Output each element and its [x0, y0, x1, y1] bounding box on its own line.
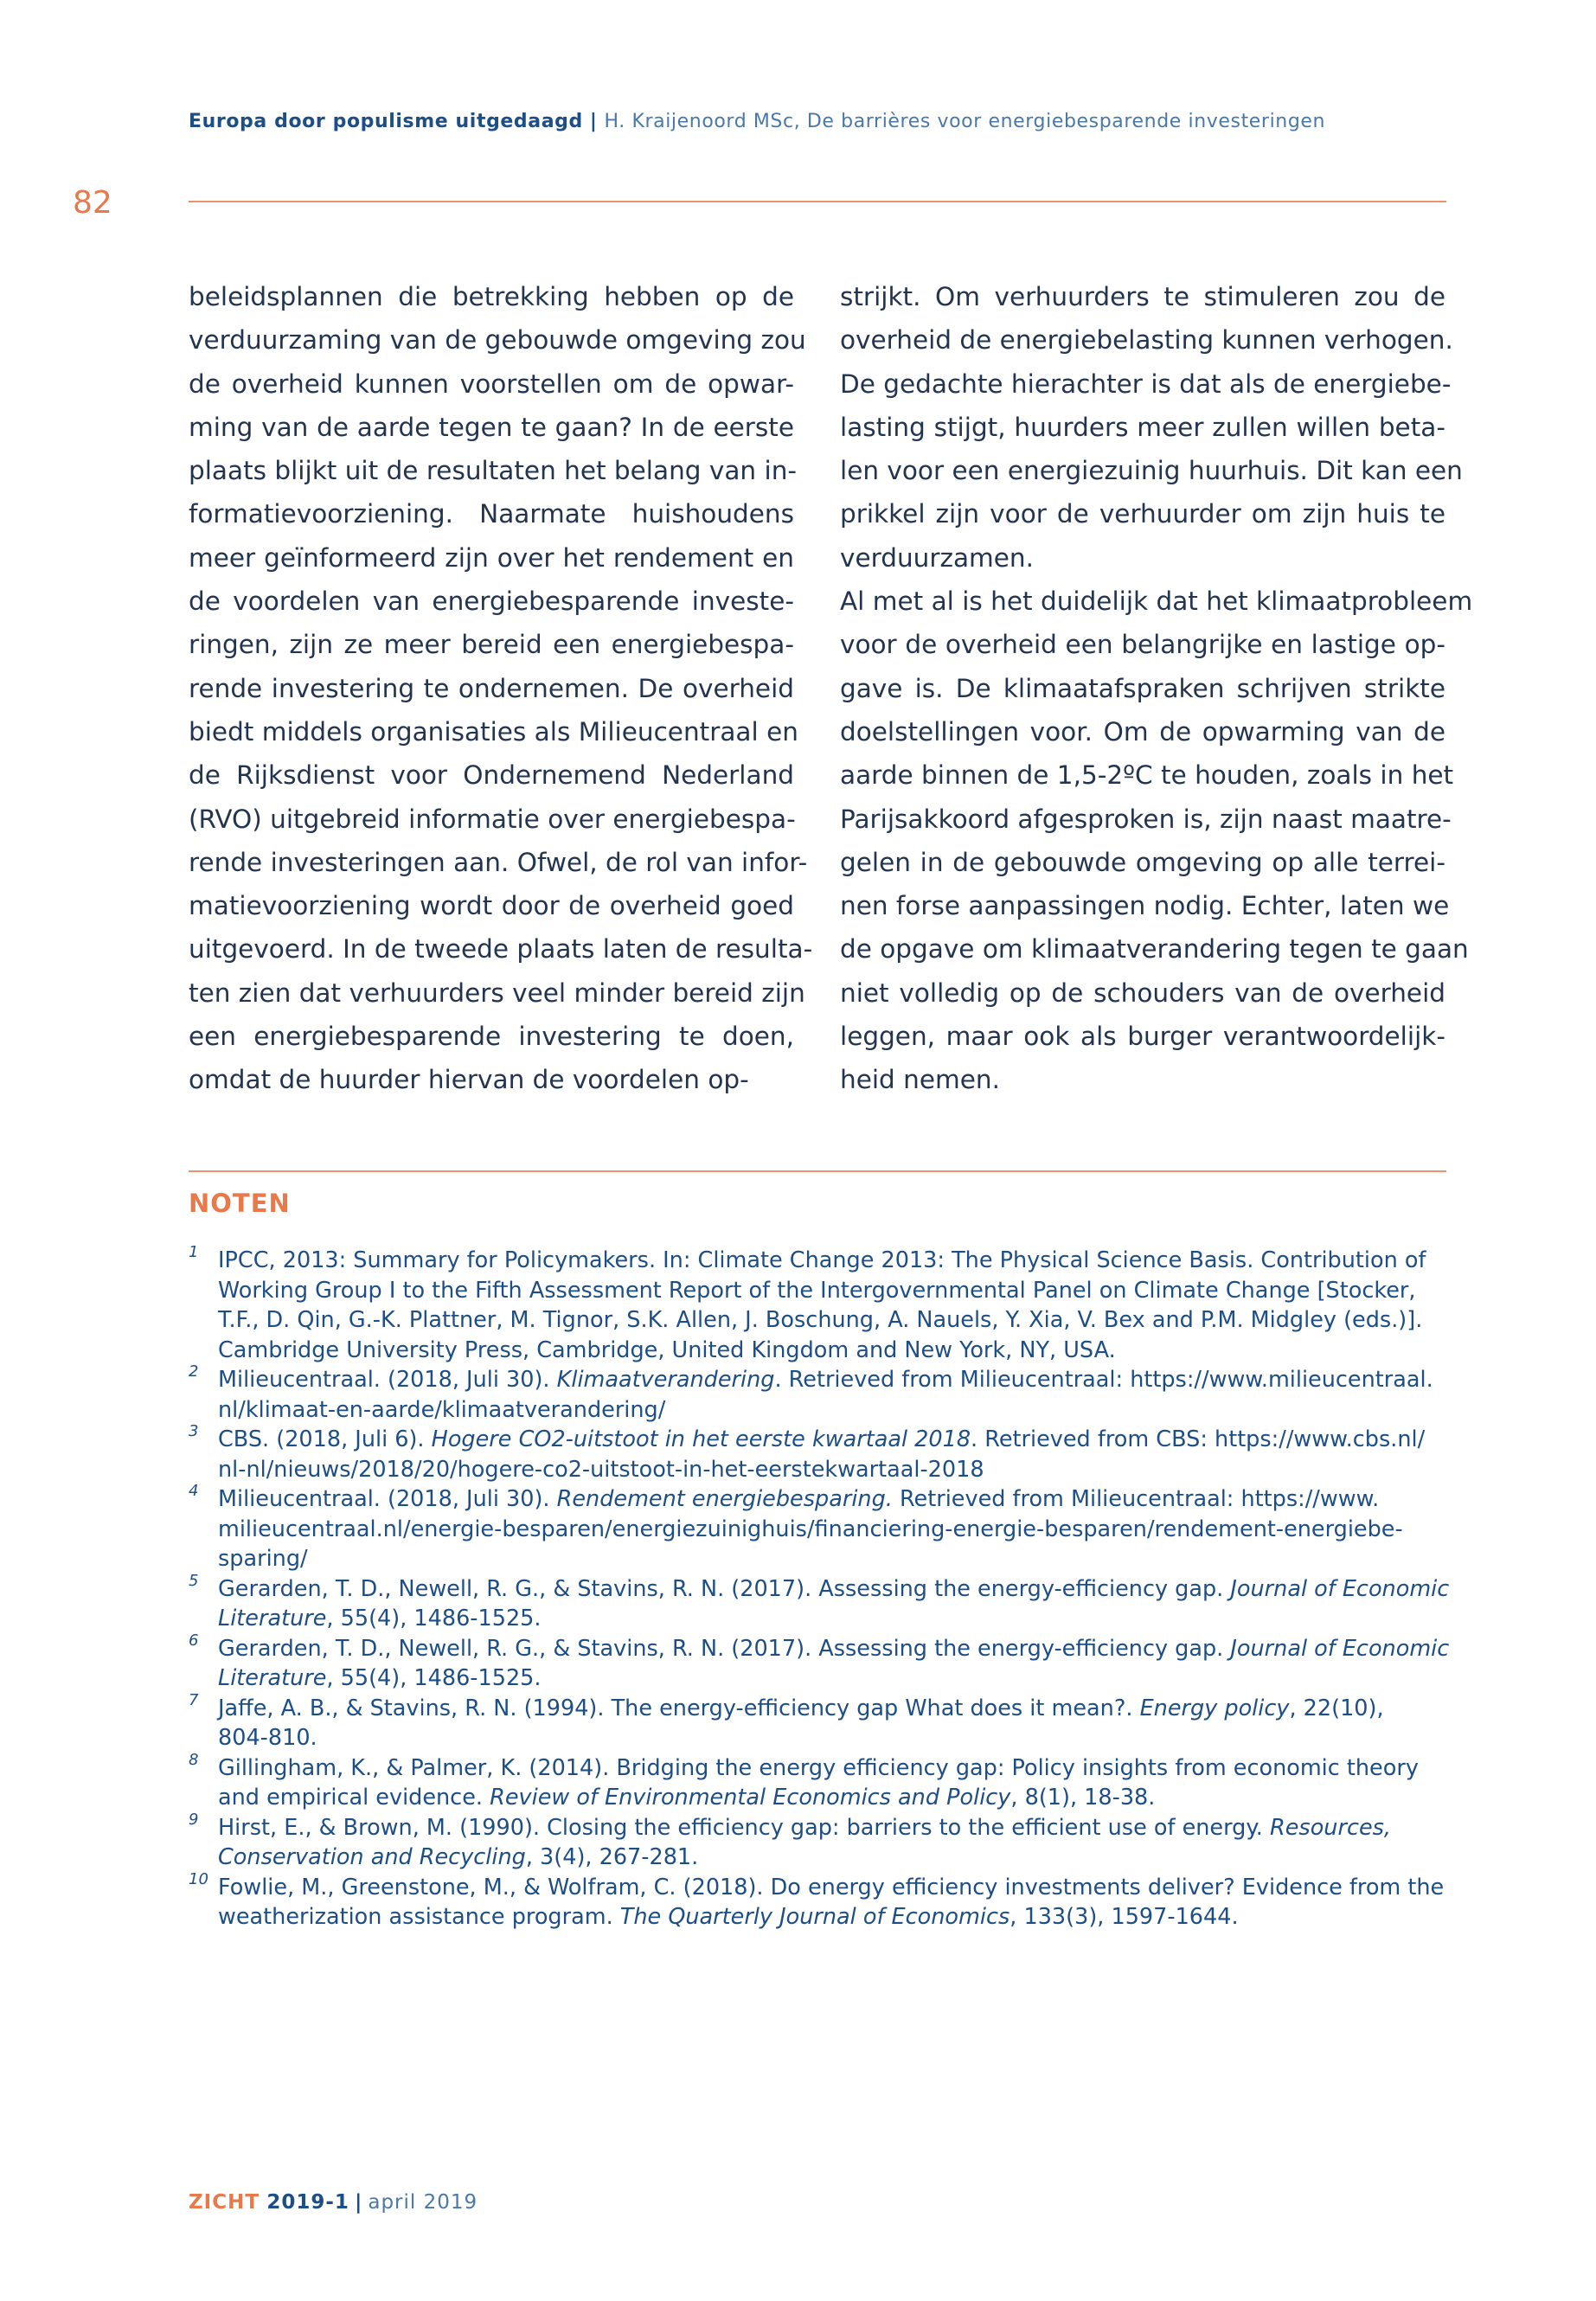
- footnote-title-italic: Journal of Economic: [1230, 1635, 1450, 1662]
- footnote-text: IPCC, 2013: Summary for Policymakers. In: Climate Change 2013: The Physical Science Basis. Contribution of: [218, 1247, 1426, 1273]
- body-text-line: de Rijksdienst voor Ondernemend Nederland: [189, 760, 794, 791]
- footer-date: april 2019: [368, 2191, 478, 2214]
- body-text-line: meer geïnformeerd zijn over het rendement en: [189, 542, 794, 573]
- article-author-title: H. Kraijenoord MSc, De barrières voor energiebesparende investeringen: [604, 111, 1326, 132]
- footnote-title-italic: Conservation and Recycling: [218, 1844, 526, 1870]
- footnote-number: 3: [189, 1422, 199, 1440]
- footnote-text: Fowlie, M., Greenstone, M., & Wolfram, C. (2018). Do energy efficiency investments deliver? Evidence from the: [218, 1874, 1445, 1900]
- footnote-text: , 55(4), 1486-1525.: [326, 1606, 542, 1631]
- footnote-line: [218, 1783, 1452, 1813]
- footnote-line: [218, 1544, 1452, 1574]
- footnote-title-italic: Journal of Economic: [1230, 1575, 1450, 1602]
- footnote-line: [218, 1515, 1452, 1545]
- footnote-number: 2: [189, 1362, 199, 1381]
- footnote: [189, 1362, 1452, 1425]
- header-rule: [189, 201, 1446, 202]
- footnote-title-italic: Literature: [218, 1606, 327, 1631]
- footnote-text: , 3(4), 267-281.: [525, 1844, 699, 1870]
- footnote: [189, 1869, 1452, 1932]
- footnote-text: milieucentraal.nl/energie-besparen/energiezuinighuis/financiering-energie-besparen/rendement-energiebe-: [218, 1516, 1403, 1542]
- body-text-line: omdat de huurder hiervan de voordelen op-: [189, 1065, 749, 1095]
- footnote-number: 5: [189, 1571, 199, 1590]
- footnote-number: 9: [189, 1810, 199, 1829]
- footnote-number: 4: [189, 1482, 199, 1500]
- journal-title: Europa door populisme uitgedaagd: [189, 111, 583, 132]
- footnote-text: weatherization assistance program.: [218, 1904, 620, 1930]
- body-text-line: een energiebesparende investering te doen,: [189, 1022, 794, 1052]
- footnote-text: , 55(4), 1486-1525.: [326, 1665, 542, 1691]
- footnote-line: [218, 1276, 1452, 1306]
- footer: [189, 2191, 478, 2214]
- body-text-line: gelen in de gebouwde omgeving op alle terrei-: [840, 847, 1445, 877]
- footnote-line: [218, 1425, 1452, 1455]
- body-text-line: plaats blijkt uit de resultaten het belang van in-: [189, 456, 798, 486]
- footnote: [189, 1690, 1452, 1753]
- footnote-text: . Retrieved from CBS: https://www.cbs.nl/: [971, 1426, 1426, 1452]
- footnote-line: [218, 1365, 1452, 1395]
- body-text-line: beleidsplannen die betrekking hebben op de: [189, 282, 794, 311]
- body-text-line: prikkel zijn voor de verhuurder om zijn huis te: [840, 499, 1445, 529]
- footnote-text: Retrieved from Milieucentraal: https://www.: [892, 1486, 1380, 1512]
- footnote-number: 8: [189, 1750, 199, 1769]
- body-text-line: nen forse aanpassingen nodig. Echter, laten we: [840, 891, 1450, 921]
- notes-rule: [189, 1170, 1446, 1172]
- body-column-left: [189, 275, 813, 1102]
- footnote-line: [218, 1336, 1452, 1366]
- footnote-line: [218, 1813, 1452, 1843]
- body-text-line: lasting stijgt, huurders meer zullen willen beta-: [840, 412, 1445, 442]
- body-text-line: (RVO) uitgebreid informatie over energiebespa-: [189, 804, 796, 834]
- body-text-line: len voor een energiezuinig huurhuis. Dit kan een: [840, 456, 1463, 486]
- footnote-text: , 8(1), 18-38.: [1010, 1785, 1156, 1811]
- body-text-line: ringen, zijn ze meer bereid een energiebespa-: [189, 630, 794, 660]
- body-text-line: matievoorziening wordt door de overheid goed: [189, 891, 794, 921]
- body-text-line: de voordelen van energiebesparende investe-: [189, 586, 794, 617]
- footnote-line: [218, 1634, 1452, 1664]
- footnote-text: , 22(10),: [1289, 1695, 1384, 1721]
- footnote-line: [218, 1723, 1452, 1753]
- body-text-line: rende investeringen aan. Ofwel, de rol van infor-: [189, 847, 808, 877]
- body-text-line: de overheid kunnen voorstellen om de opwar-: [189, 369, 794, 399]
- footnote-line: [218, 1753, 1452, 1784]
- footnote-title-italic: Literature: [218, 1665, 327, 1691]
- body-text-line: ming van de aarde tegen te gaan? In de eerste: [189, 412, 794, 442]
- page-number: 82: [73, 185, 112, 221]
- footnote-text: nl/klimaat-en-aarde/klimaatverandering/: [218, 1396, 666, 1423]
- footnote-title-italic: Rendement energiebesparing.: [556, 1486, 893, 1512]
- footnote-line: [218, 1246, 1452, 1276]
- body-text-line: ten zien dat verhuurders veel minder bereid zijn: [189, 977, 805, 1008]
- body-text-line: verduurzaming van de gebouwde omgeving zou: [189, 325, 806, 356]
- body-column-right: [840, 275, 1473, 1102]
- notes-list: [189, 1243, 1452, 1932]
- footnote-line: [218, 1604, 1452, 1634]
- footnote-line: [218, 1484, 1452, 1515]
- footnote-line: [218, 1574, 1452, 1605]
- footer-separator: |: [354, 2191, 363, 2214]
- body-text-line: Al met al is het duidelijk dat het klimaatprobleem: [840, 586, 1473, 617]
- footnote-title-italic: Energy policy: [1139, 1695, 1290, 1721]
- body-text-line: Parijsakkoord afgesproken is, zijn naast maatre-: [840, 804, 1452, 834]
- footnote-line: [218, 1873, 1452, 1903]
- notes-heading: NOTEN: [189, 1189, 291, 1218]
- header-separator: |: [589, 111, 598, 132]
- footnote: [189, 1631, 1452, 1694]
- footnote-text: Milieucentraal. (2018, Juli 30).: [218, 1367, 557, 1393]
- body-text-line: aarde binnen de 1,5-2ºC te houden, zoals in het: [840, 760, 1454, 791]
- footnote-title-italic: Review of Environmental Economics and Policy: [490, 1785, 1011, 1811]
- footnote-text: , 133(3), 1597-1644.: [1010, 1904, 1239, 1930]
- footnote-text: Jaffe, A. B., & Stavins, R. N. (1994). The energy-efficiency gap What does it mean?.: [218, 1695, 1140, 1721]
- body-text-line: De gedachte hierachter is dat als de energiebe-: [840, 369, 1452, 399]
- footnote-text: and empirical evidence.: [218, 1785, 490, 1811]
- body-text-line: biedt middels organisaties als Milieucentraal en: [189, 716, 798, 747]
- footnote-title-italic: Resources,: [1270, 1814, 1392, 1841]
- body-text-line: niet volledig op de schouders van de overheid: [840, 977, 1445, 1008]
- running-header: [189, 111, 1443, 132]
- footnote-title-italic: The Quarterly Journal of Economics: [619, 1904, 1010, 1930]
- footnote: [189, 1571, 1452, 1634]
- body-text-line: rende investering te ondernemen. De overheid: [189, 673, 794, 703]
- footnote-number: 6: [189, 1631, 199, 1650]
- footnote: [189, 1484, 1452, 1574]
- body-text-line: doelstellingen voor. Om de opwarming van de: [840, 716, 1445, 747]
- footer-brand: ZICHT: [189, 2191, 260, 2214]
- footnote-line: [218, 1395, 1452, 1426]
- footnote: [189, 1750, 1452, 1813]
- footnote-line: [218, 1455, 1452, 1485]
- body-text-line: overheid de energiebelasting kunnen verhogen.: [840, 325, 1453, 356]
- footnote-text: Gerarden, T. D., Newell, R. G., & Stavins, R. N. (2017). Assessing the energy-efficiency gap.: [218, 1635, 1231, 1662]
- footnote-number: 10: [189, 1869, 208, 1888]
- footnote-line: [218, 1694, 1452, 1724]
- footnote-text: 804-810.: [218, 1725, 317, 1751]
- footnote-text: Gerarden, T. D., Newell, R. G., & Stavins, R. N. (2017). Assessing the energy-efficiency gap.: [218, 1575, 1231, 1602]
- footnote-text: Hirst, E., & Brown, M. (1990). Closing the efficiency gap: barriers to the efficient use of energy.: [218, 1814, 1270, 1841]
- footnote-text: CBS. (2018, Juli 6).: [218, 1426, 432, 1452]
- body-text-line: formatievoorziening. Naarmate huishoudens: [189, 499, 794, 529]
- body-text-line: leggen, maar ook als burger verantwoordelijk-: [840, 1022, 1445, 1052]
- footnote-number: 1: [189, 1243, 199, 1261]
- footnote-text: Cambridge University Press, Cambridge, United Kingdom and New York, NY, USA.: [218, 1336, 1116, 1363]
- footnote-line: [218, 1305, 1452, 1336]
- footnote-number: 7: [189, 1690, 199, 1709]
- footnote-title-italic: Klimaatverandering: [556, 1367, 775, 1393]
- body-text-line: heid nemen.: [840, 1065, 1000, 1095]
- footer-issue: 2019-1: [266, 2191, 349, 2214]
- body-text-line: verduurzamen.: [840, 542, 1034, 573]
- footnote-text: Milieucentraal. (2018, Juli 30).: [218, 1486, 557, 1512]
- footnote-line: [218, 1843, 1452, 1873]
- footnote-text: nl-nl/nieuws/2018/20/hogere-co2-uitstoot-in-het-eerstekwartaal-2018: [218, 1456, 984, 1483]
- footnote: [189, 1422, 1452, 1484]
- footnote-text: T.F., D. Qin, G.-K. Plattner, M. Tignor, S.K. Allen, J. Boschung, A. Nauels, Y. Xia, V. Bex and P.M. Midgley (eds.)].: [218, 1307, 1423, 1333]
- body-text-line: strijkt. Om verhuurders te stimuleren zou de: [840, 282, 1445, 311]
- body-text-line: voor de overheid een belangrijke en lastige op-: [840, 630, 1445, 660]
- footnote: [189, 1243, 1452, 1365]
- footnote-text: . Retrieved from Milieucentraal: https://www.milieucentraal.: [774, 1367, 1433, 1393]
- body-text-line: gave is. De klimaatafspraken schrijven strikte: [840, 673, 1445, 703]
- footnote-line: [218, 1663, 1452, 1694]
- footnote: [189, 1810, 1452, 1873]
- footnote-text: Gillingham, K., & Palmer, K. (2014). Bridging the energy efficiency gap: Policy insights from economic theory: [218, 1754, 1419, 1781]
- footnote-text: Working Group I to the Fifth Assessment Report of the Intergovernmental Panel on Climate Change [Stocker,: [218, 1277, 1416, 1304]
- body-text-line: uitgevoerd. In de tweede plaats laten de resulta-: [189, 934, 813, 965]
- body-text-line: de opgave om klimaatverandering tegen te gaan: [840, 934, 1469, 965]
- footnote-line: [218, 1902, 1452, 1932]
- footnote-text: sparing/: [218, 1546, 308, 1572]
- footnote-title-italic: Hogere CO2-uitstoot in het eerste kwartaal 2018: [431, 1426, 971, 1452]
